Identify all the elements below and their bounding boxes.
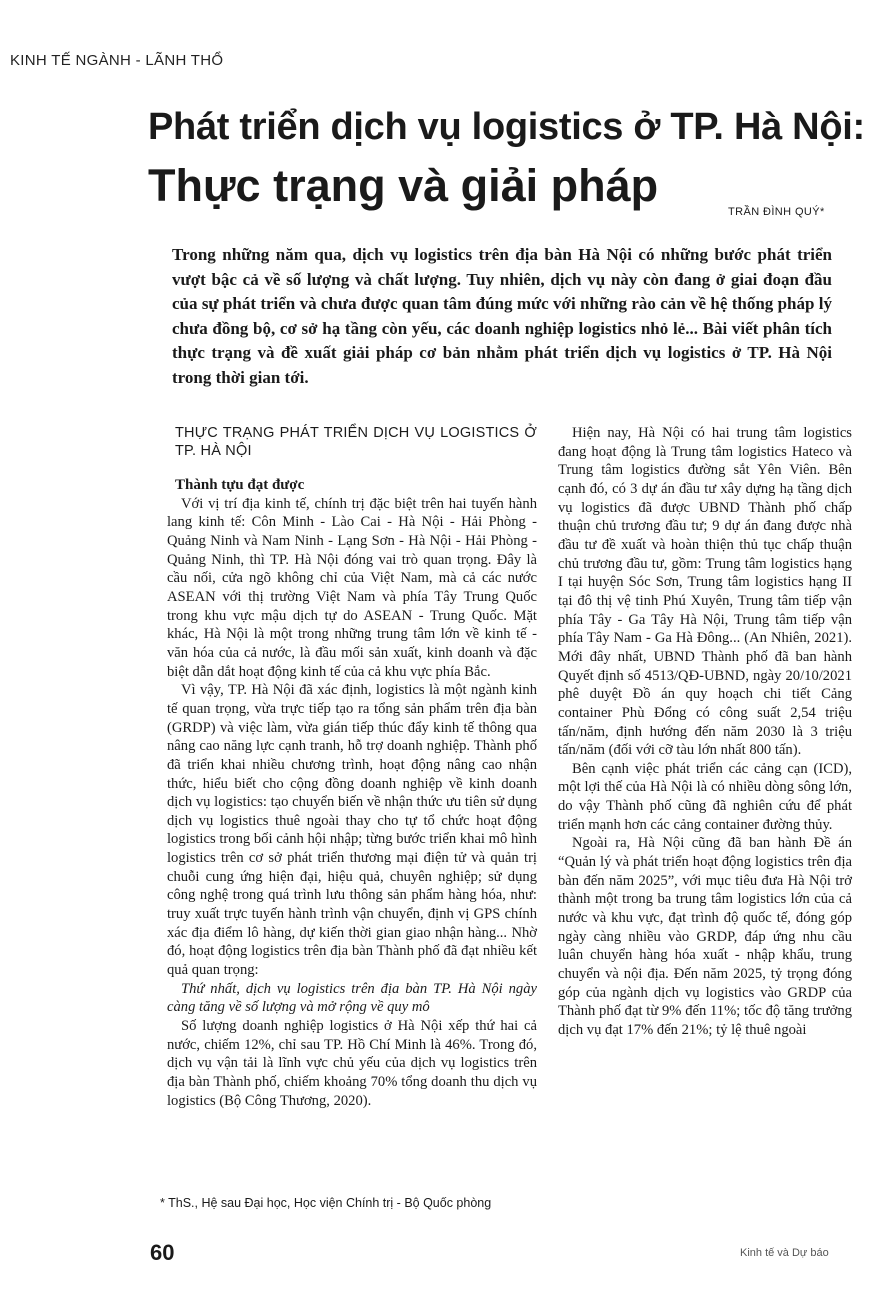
italic-point: Thứ nhất, dịch vụ logistics trên địa bàn TP. Hà Nội ngày càng tăng về số lượng và mở rộng về quy mô xyxy=(167,980,537,1016)
paragraph: Hiện nay, Hà Nội có hai trung tâm logistics đang hoạt động là Trung tâm logistics Hateco và Trung tâm logistics đường sắt Yên Viên. Bên cạnh đó, có 3 dự án đầu tư xây dựng hạ tầng dịch vụ logistics đã được UBND Thành phố chấp thuận chủ trương đầu tư; 9 dự án đang được nhà đầu tư đề xuất và hoàn thiện thủ tục chấp thuận chủ trương đầu tư, gồm: Trung tâm logistics hạng I tại huyện Sóc Sơn, Trung tâm logistics hạng II tại đô thị vệ tinh Phú Xuyên, Trung tâm tiếp vận phía Tây - Ga Tây Hà Nội, Trung tâm tiếp vận phía Tây Nam - Ga Hà Đông... (An Nhiên, 2021). Mới đây nhất, UBND Thành phố đã ban hành Quyết định số 4513/QĐ-UBND, ngày 20/10/2021 phê duyệt Đồ án quy hoạch chi tiết Cảng container Phù Đổng có công suất 2,54 triệu tấn/năm, định hướng đến năm 2030 là 3 triệu tấn/năm (đối với cỡ tàu lớn nhất 800 tấn). xyxy=(558,425,852,759)
left-column xyxy=(167,424,537,1110)
author: TRẦN ĐÌNH QUÝ* xyxy=(728,206,825,218)
paragraph: Bên cạnh việc phát triển các cảng cạn (ICD), một lợi thế của Hà Nội là có nhiều dòng sông lớn, do vậy Thành phố cũng đã nghiên cứu để phát triển mạnh hơn các cảng container đường thủy. xyxy=(558,760,852,833)
abstract: Trong những năm qua, dịch vụ logistics trên địa bàn Hà Nội có những bước phát triển vượt bậc cả về số lượng và chất lượng. Tuy nhiên, dịch vụ này còn đang ở giai đoạn đầu của sự phát triển và chưa được quan tâm đúng mức với những rào cản về hệ thống pháp lý chưa đồng bộ, cơ sở hạ tầng còn yếu, các doanh nghiệp logistics nhỏ lẻ... Bài viết phân tích thực trạng và đề xuất giải pháp cơ bản nhằm phát triển dịch vụ logistics ở TP. Hà Nội trong thời gian tới. xyxy=(172,245,832,387)
journal-name: Kinh tế và Dự báo xyxy=(740,1247,829,1259)
paragraph: Số lượng doanh nghiệp logistics ở Hà Nội xếp thứ hai cả nước, chiếm 12%, chỉ sau TP. Hồ Chí Minh là 46%. Trong đó, dịch vụ vận tải là lĩnh vực chủ yếu của dịch vụ logistics trên địa bàn Thành phố, chiếm khoảng 70% tổng doanh thu dịch vụ logistics (Bộ Công Thương, 2020). xyxy=(167,1018,537,1109)
footnote: * ThS., Hệ sau Đại học, Học viện Chính trị - Bộ Quốc phòng xyxy=(160,1196,492,1210)
article-title-line2: Thực trạng và giải pháp xyxy=(148,160,659,211)
page-number: 60 xyxy=(150,1240,175,1265)
paragraph: Ngoài ra, Hà Nội cũng đã ban hành Đề án “Quản lý và phát triển hoạt động logistics trên địa bàn đến năm 2025”, với mục tiêu đưa Hà Nội trở thành một trong ba trung tâm logistics lớn của cả nước và khu vực, đạt trình độ quốc tế, đóng góp ngày càng nhiều vào GRDP, đáp ứng nhu cầu luân chuyển hàng hóa xuất - nhập khẩu, trung chuyển và nội địa. Đến năm 2025, tỷ trọng đóng góp của ngành dịch vụ logistics vào GRDP của Thành phố đạt từ 9% đến 11%; tốc độ tăng trưởng dịch vụ đạt 17% đến 21%; tỷ lệ thuê ngoài xyxy=(558,835,852,1038)
right-column xyxy=(558,424,852,1040)
paragraph: Vì vậy, TP. Hà Nội đã xác định, logistics là một ngành kinh tế quan trọng, vừa trực tiếp tạo ra tổng sản phẩm trên địa bàn (GRDP) và việc làm, vừa gián tiếp thúc đẩy kinh tế thông qua nâng cao năng lực cạnh tranh, hỗ trợ doanh nghiệp. Thành phố đã triển khai nhiều chương trình, hoạt động nâng cao nhận thức, hiểu biết cho cộng đồng doanh nghiệp về kinh doanh dịch vụ logistics: tạo chuyển biến về nhận thức ưu tiên sử dụng dịch vụ logistics thuê ngoài thay cho tự tổ chức hoạt động logistics trong bối cảnh hội nhập; từng bước triển khai mô hình logistics trên cơ sở phát triển thương mại điện tử và quản trị chuỗi cung ứng hiện đại, hiệu quả, chuyên nghiệp; sử dụng công nghệ trong quá trình lưu thông sản phẩm hàng hóa, như: truy xuất trực tuyến hành trình vận chuyển, định vị GPS chính xác địa điểm lô hàng, dự kiến thời gian giao nhận hàng... Nhờ đó, hoạt động logistics trên địa bàn Thành phố đã đạt nhiều kết quả quan trọng: xyxy=(167,682,537,979)
article-title-line1: Phát triển dịch vụ logistics ở TP. Hà Nội: xyxy=(148,106,865,148)
section-heading: THỰC TRẠNG PHÁT TRIỂN DỊCH VỤ LOGISTICS Ở TP. HÀ NỘI xyxy=(175,425,537,459)
section-tag: KINH TẾ NGÀNH - LÃNH THỔ xyxy=(10,52,224,69)
paragraph: Với vị trí địa kinh tế, chính trị đặc biệt trên hai tuyến hành lang kinh tế: Côn Minh - Lào Cai - Hà Nội - Hải Phòng - Quảng Ninh và Nam Ninh - Lạng Sơn - Hà Nội - Hải Phòng - Quảng Ninh, thì TP. Hà Nội đóng vai trò quan trọng. Đây là cầu nối, cửa ngõ không chỉ của Việt Nam, mà cả các nước ASEAN với thị trường Việt Nam và phía Tây Trung Quốc trong khu vực mậu dịch tự do ASEAN - Trung Quốc. Mặt khác, Hà Nội là một trong những trung tâm lớn về kinh tế - văn hóa của cả nước, là đầu mối sản xuất, kinh doanh và đặc biệt dẫn dắt hoạt động kinh tế của cả khu vực phía Bắc. xyxy=(167,495,537,680)
subheading: Thành tựu đạt được xyxy=(175,477,305,493)
